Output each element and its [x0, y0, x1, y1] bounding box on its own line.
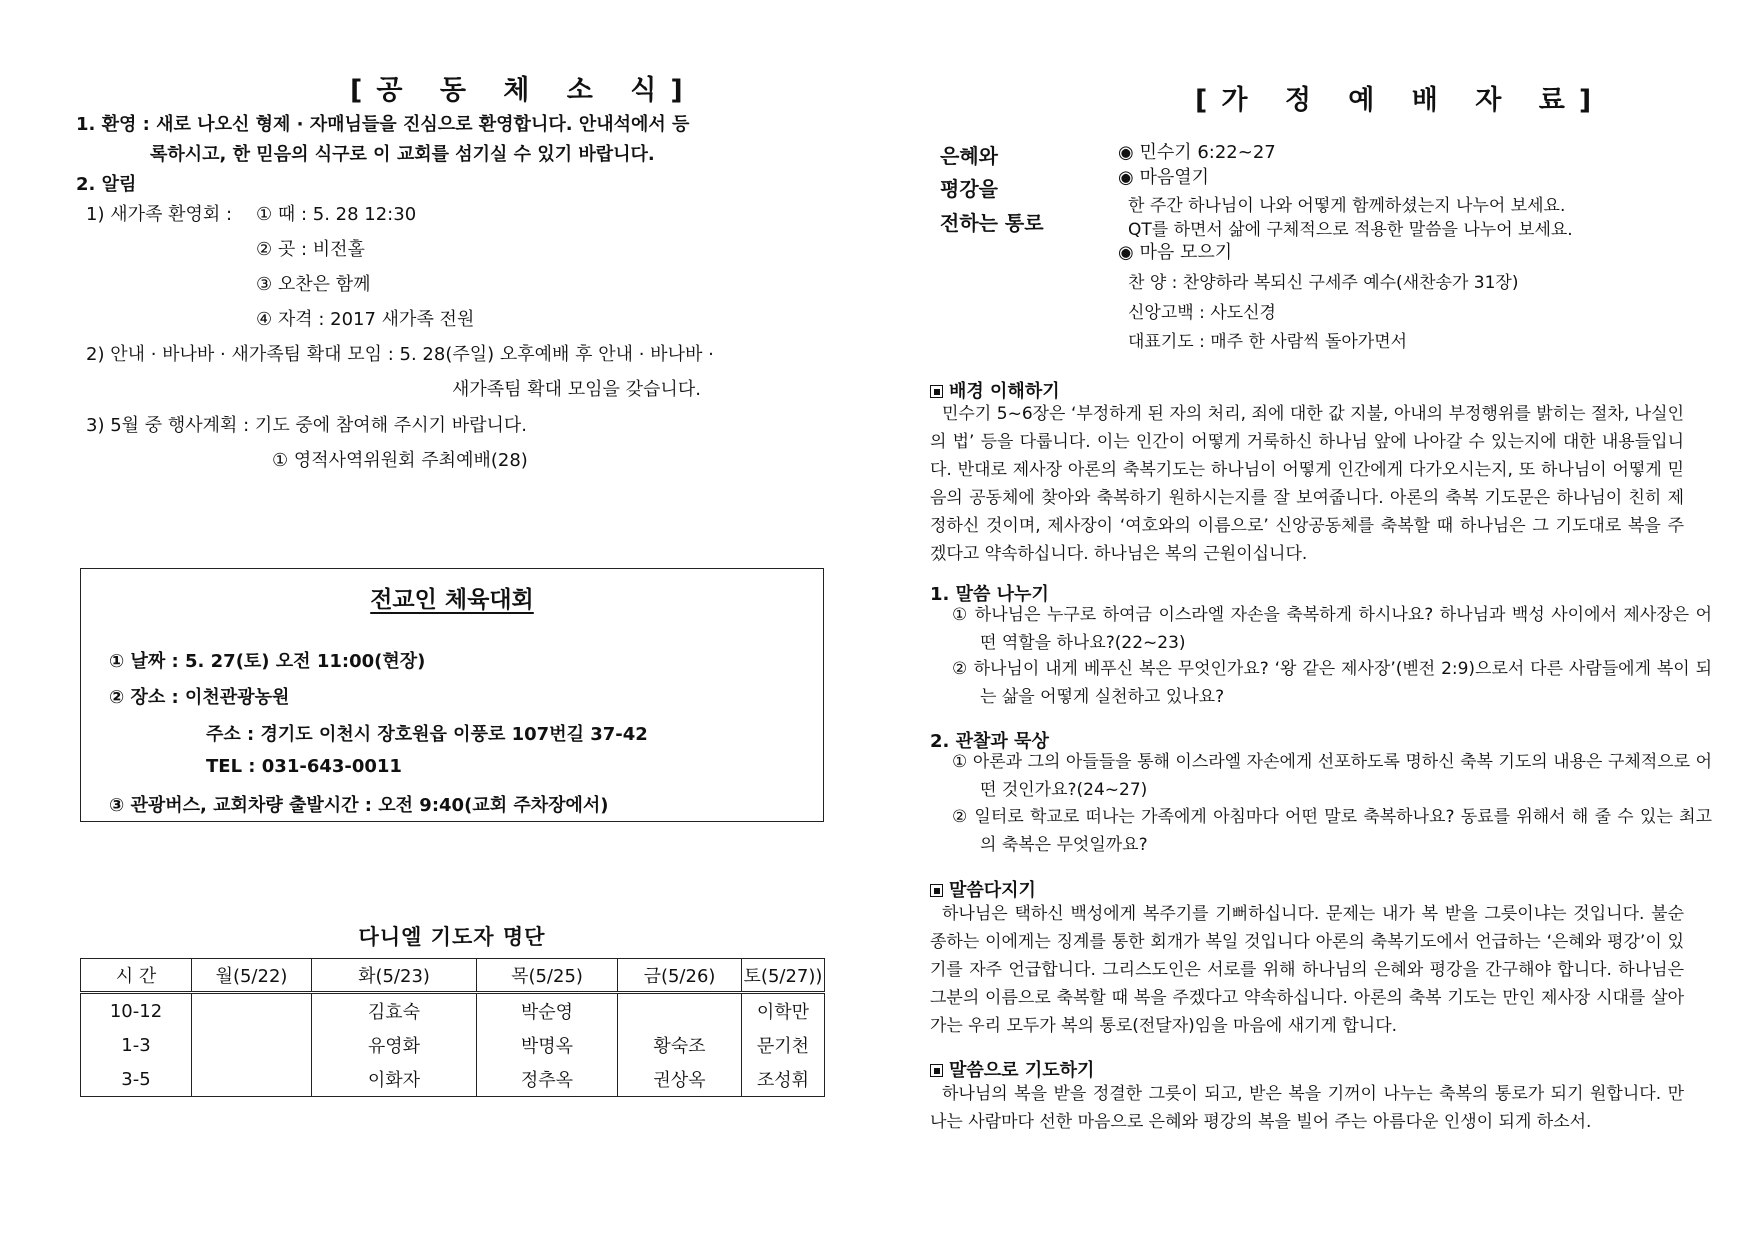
prayer-table-header	[81, 959, 825, 993]
sports-place: ② 장소 : 이천관광농원	[109, 687, 290, 708]
prayer-header-cell: 금(5/26)	[618, 959, 742, 993]
family-worship-title: [가 정 예 배 자 료]	[1195, 85, 1606, 116]
table-cell: 황숙조	[618, 1028, 742, 1062]
table-cell: 이학만	[742, 993, 825, 1029]
square-bullet-icon	[930, 884, 943, 897]
table-row	[81, 1062, 825, 1097]
community-news-title: [공 동 체 소 식]	[350, 75, 697, 106]
resolve-text: 하나님은 택하신 백성에게 복주기를 기뻐하십니다. 문제는 내가 복 받을 그릇이냐는 것입니다. 불순종하는 이에게는 징계를 통한 회개가 복일 것입니다 아론의 축복기도에서 언급하는 ‘은혜와 평강’이 있기를 자주 언급합니다. 그리스도인은 서로를 위해 하나님의 은혜와 평강을 간구해야 합니다. 하나님은 그분의 이름으로 축복할 때 복을 주겠다고 약속하십니다. 아론의 축복 기도는 만인 제사장 시대를 살아가는 우리 모두가 복의 통로(전달자)임을 마음에 새기게 합니다.	[930, 904, 1684, 1036]
gather-heart-heading: ◉ 마음 모으기	[1118, 242, 1233, 263]
table-row	[81, 993, 825, 1029]
table-cell	[192, 993, 312, 1029]
target-bullet-icon: ◉	[1118, 167, 1134, 188]
notice-1-item: ③ 오찬은 함께	[256, 274, 371, 295]
resolve-heading: 말씀다지기	[930, 876, 1036, 902]
prayer-table	[80, 958, 825, 1097]
welcome-line-2: 록하시고, 한 믿음의 식구로 이 교회를 섬기실 수 있기 바랍니다.	[150, 144, 655, 165]
sports-address: 주소 : 경기도 이천시 장호원읍 이풍로 107번길 37-42	[206, 724, 648, 745]
table-cell: 박순영	[477, 993, 618, 1029]
hymn-line: 찬 양 : 찬양하라 복되신 구세주 예수(새찬송가 31장)	[1128, 273, 1519, 293]
table-cell: 권상옥	[618, 1062, 742, 1097]
open-heart-heading: ◉ 마음열기	[1118, 167, 1210, 188]
share-question-1: ① 하나님은 누구로 하여금 이스라엘 자손을 축복하게 하시나요? 하나님과 백성 사이에서 제사장은 어떤 역할을 하나요?(22~23)	[952, 605, 1712, 653]
side-label-line: 전하는 통로	[940, 211, 1044, 235]
notice-1-item: ② 곳 : 비전홀	[256, 239, 365, 260]
prayer-header-cell: 목(5/25)	[477, 959, 618, 993]
table-cell	[192, 1062, 312, 1097]
side-label-line: 은혜와	[940, 144, 998, 168]
share-question-2: ② 하나님이 내게 베푸신 복은 무엇인가요? ‘왕 같은 제사장’(벧전 2:9)으로서 다른 사람들에게 복이 되는 삶을 어떻게 실천하고 있나요?	[952, 659, 1712, 707]
background-heading: 배경 이해하기	[930, 377, 1060, 403]
prayer-list-title: 다니엘 기도자 명단	[358, 925, 546, 949]
table-cell: 3-5	[81, 1062, 192, 1097]
prayer-header-cell: 토(5/27))	[742, 959, 825, 993]
table-cell: 박명옥	[477, 1028, 618, 1062]
sports-day-box	[80, 568, 824, 822]
table-cell: 조성휘	[742, 1062, 825, 1097]
square-bullet-icon	[930, 385, 943, 398]
table-row	[81, 1028, 825, 1062]
notice-3-item: ① 영적사역위원회 주최예배(28)	[272, 450, 528, 471]
table-cell	[192, 1028, 312, 1062]
notice-2-line-2: 새가족팀 확대 모임을 갖습니다.	[452, 379, 701, 400]
prayer-header-cell: 월(5/22)	[192, 959, 312, 993]
table-cell: 김효숙	[312, 993, 477, 1029]
target-bullet-icon: ◉	[1118, 142, 1134, 163]
notice-2-line-1: 2) 안내 · 바나바 · 새가족팀 확대 모임 : 5. 28(주일) 오후예배 후 안내 · 바나바 ·	[86, 344, 714, 365]
table-cell: 문기천	[742, 1028, 825, 1062]
creed-line: 신앙고백 : 사도신경	[1128, 303, 1276, 323]
table-cell	[618, 993, 742, 1029]
scripture-ref: ◉ 민수기 6:22~27	[1118, 142, 1276, 163]
pray-text: 하나님의 복을 받을 정결한 그릇이 되고, 받은 복을 기꺼이 나누는 축복의 통로가 되기 원합니다. 만나는 사람마다 선한 마음으로 은혜와 평강의 복을 빌어 주는 아름다운 인생이 되게 하소서.	[930, 1084, 1684, 1132]
notice-1-label: 1) 새가족 환영회 :	[86, 204, 233, 225]
target-bullet-icon: ◉	[1118, 242, 1134, 263]
table-cell: 이화자	[312, 1062, 477, 1097]
prayer-header-cell: 시 간	[81, 959, 192, 993]
open-heart-line-1: 한 주간 하나님이 나와 어떻게 함께하셨는지 나누어 보세요.	[1128, 196, 1566, 216]
sports-date: ① 날짜 : 5. 27(토) 오전 11:00(현장)	[109, 651, 426, 672]
rep-prayer-line: 대표기도 : 매주 한 사람씩 돌아가면서	[1128, 332, 1408, 352]
open-heart-line-2: QT를 하면서 삶에 구체적으로 적용한 말씀을 나누어 보세요.	[1128, 220, 1573, 240]
side-label-line: 평강을	[940, 177, 998, 201]
square-bullet-icon	[930, 1064, 943, 1077]
welcome-line-1: 1. 환영 : 새로 나오신 형제 · 자매님들을 진심으로 환영합니다. 안내석에서 등	[76, 114, 690, 135]
background-text: 민수기 5~6장은 ‘부정하게 된 자의 처리, 죄에 대한 값 지불, 아내의 부정행위를 밝히는 절차, 나실인의 법’ 등을 다룹니다. 이는 인간이 어떻게 거룩하신 하나님 앞에 나아갈 수 있는지에 대한 내용들입니다. 반대로 제사장 아론의 축복기도는 하나님이 어떻게 인간에게 다가오시는지, 또 하나님이 어떻게 믿음의 공동체에 찾아와 축복하기 원하시는지를 잘 보여줍니다. 아론의 축복 기도문은 하나님이 친히 제정하신 것이며, 제사장이 ‘여호와의 이름으로’ 신앙공동체를 축복할 때 하나님은 그 기도대로 복을 주겠다고 약속하십니다. 하나님은 복의 근원이십니다.	[930, 404, 1684, 564]
table-cell: 유영화	[312, 1028, 477, 1062]
observe-question-1: ① 아론과 그의 아들들을 통해 이스라엘 자손에게 선포하도록 명하신 축복 기도의 내용은 구체적으로 어떤 것인가요?(24~27)	[952, 752, 1712, 800]
notice-1-item: ① 때 : 5. 28 12:30	[256, 204, 417, 225]
sports-tel: TEL : 031-643-0011	[206, 756, 402, 777]
prayer-header-cell: 화(5/23)	[312, 959, 477, 993]
notice-3-line-1: 3) 5월 중 행사계획 : 기도 중에 참여해 주시기 바랍니다.	[86, 415, 527, 436]
share-heading: 1. 말씀 나누기	[930, 584, 1049, 605]
table-cell: 10-12	[81, 993, 192, 1029]
sports-day-title: 전교인 체육대회	[370, 587, 534, 613]
table-cell: 정추옥	[477, 1062, 618, 1097]
pray-heading: 말씀으로 기도하기	[930, 1056, 1094, 1082]
sports-bus: ③ 관광버스, 교회차량 출발시간 : 오전 9:40(교회 주차장에서)	[109, 795, 609, 816]
observe-heading: 2. 관찰과 묵상	[930, 731, 1049, 752]
observe-question-2: ② 일터로 학교로 떠나는 가족에게 아침마다 어떤 말로 축복하나요? 동료를 위해서 해 줄 수 있는 최고의 축복은 무엇일까요?	[952, 807, 1712, 855]
notice-1-item: ④ 자격 : 2017 새가족 전원	[256, 309, 475, 330]
table-cell: 1-3	[81, 1028, 192, 1062]
notice-heading: 2. 알림	[76, 174, 137, 195]
